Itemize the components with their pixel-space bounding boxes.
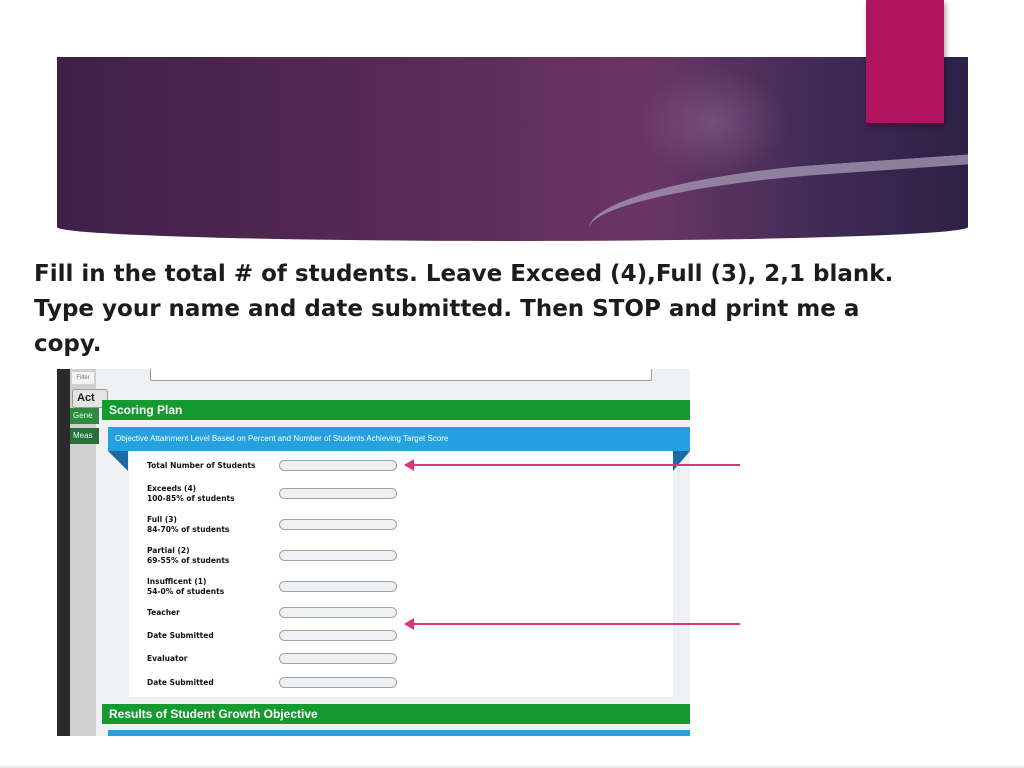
nav-item-general[interactable]: Gene bbox=[70, 408, 99, 424]
full-input[interactable] bbox=[279, 519, 397, 530]
total-students-input[interactable] bbox=[279, 460, 397, 471]
banner-swoosh bbox=[586, 153, 968, 241]
field-label: Exceeds (4) 100-85% of students bbox=[147, 484, 235, 503]
scoring-plan-header: Scoring Plan bbox=[102, 400, 690, 420]
window-edge bbox=[57, 369, 70, 736]
partial-input[interactable] bbox=[279, 550, 397, 561]
evaluator-input[interactable] bbox=[279, 653, 397, 664]
field-label: Partial (2) 69-55% of students bbox=[147, 546, 230, 565]
exceeds-input[interactable] bbox=[279, 488, 397, 499]
field-label: Date Submitted bbox=[147, 678, 214, 687]
insufficient-input[interactable] bbox=[279, 581, 397, 592]
field-label: Full (3) 84-70% of students bbox=[147, 515, 230, 534]
nav-filter[interactable]: Filter bbox=[72, 372, 94, 384]
field-label: Total Number of Students bbox=[147, 461, 256, 470]
nav-item-measures[interactable]: Meas bbox=[70, 428, 99, 444]
ribbon-fold-left bbox=[108, 451, 128, 471]
date-submitted-input[interactable] bbox=[279, 630, 397, 641]
results-header: Results of Student Growth Objective bbox=[102, 704, 690, 724]
arrow-annotation-teacher bbox=[405, 623, 740, 625]
field-label: Date Submitted bbox=[147, 631, 214, 640]
banner-glow bbox=[638, 67, 788, 177]
results-subbar bbox=[108, 730, 690, 736]
accent-tab bbox=[866, 0, 944, 123]
field-label: Evaluator bbox=[147, 654, 188, 663]
arrow-annotation-total bbox=[405, 464, 740, 466]
instructions-line-1: Fill in the total # of students. Leave Exceed (4),Full (3), 2,1 blank. bbox=[34, 261, 894, 287]
nav-tab-active[interactable]: Act bbox=[72, 389, 108, 408]
instructions-line-2: Type your name and date submitted. Then STOP and print me a bbox=[34, 296, 860, 322]
instructions-text bbox=[34, 257, 974, 362]
objective-attainment-bar: Objective Attainment Level Based on Percent and Number of Students Achieving Target Score bbox=[108, 427, 690, 451]
field-label: Teacher bbox=[147, 608, 180, 617]
field-label: Insufficent (1) 54-0% of students bbox=[147, 577, 225, 596]
teacher-input[interactable] bbox=[279, 607, 397, 618]
ribbon-fold-right bbox=[673, 451, 690, 471]
scoring-form bbox=[129, 451, 673, 697]
embedded-screenshot bbox=[57, 369, 690, 736]
instructions-line-3: copy. bbox=[34, 331, 102, 357]
textarea-bottom[interactable] bbox=[150, 369, 652, 381]
left-nav bbox=[70, 369, 96, 736]
header-banner bbox=[57, 57, 968, 241]
evaluator-date-submitted-input[interactable] bbox=[279, 677, 397, 688]
